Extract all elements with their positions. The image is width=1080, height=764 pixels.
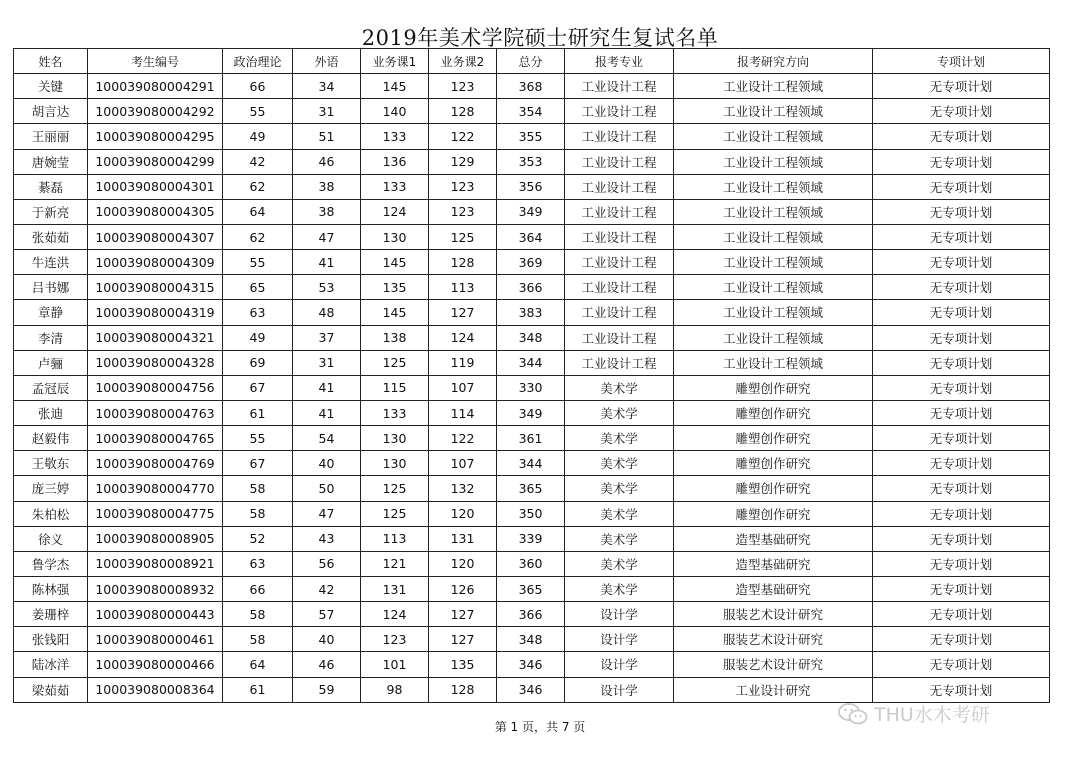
table-cell: 工业设计工程领域	[674, 149, 873, 174]
table-row	[14, 275, 1050, 300]
table-cell: 123	[429, 174, 497, 199]
table-cell: 无专项计划	[873, 199, 1050, 224]
table-cell: 120	[429, 501, 497, 526]
table-cell: 美术学	[565, 375, 674, 400]
table-row	[14, 526, 1050, 551]
table-cell: 123	[429, 199, 497, 224]
table-cell: 125	[361, 350, 429, 375]
table-cell: 145	[361, 250, 429, 275]
table-cell: 49	[223, 124, 293, 149]
table-cell: 无专项计划	[873, 652, 1050, 677]
table-cell: 美术学	[565, 526, 674, 551]
table-cell: 122	[429, 426, 497, 451]
table-row	[14, 300, 1050, 325]
table-cell: 100039080008921	[88, 551, 223, 576]
table-cell: 34	[293, 74, 361, 99]
table-cell: 100039080000443	[88, 602, 223, 627]
table-cell: 52	[223, 526, 293, 551]
table-cell: 49	[223, 325, 293, 350]
table-cell: 无专项计划	[873, 275, 1050, 300]
table-cell: 100039080000461	[88, 627, 223, 652]
table-cell: 356	[497, 174, 565, 199]
table-cell: 128	[429, 677, 497, 702]
table-cell: 工业设计工程	[565, 350, 674, 375]
table-cell: 无专项计划	[873, 426, 1050, 451]
table-cell: 46	[293, 652, 361, 677]
table-cell: 66	[223, 576, 293, 601]
table-cell: 330	[497, 375, 565, 400]
table-cell: 100039080004309	[88, 250, 223, 275]
candidate-table	[13, 48, 1050, 703]
table-cell: 64	[223, 652, 293, 677]
table-cell: 126	[429, 576, 497, 601]
table-cell: 131	[429, 526, 497, 551]
table-cell: 145	[361, 300, 429, 325]
table-cell: 46	[293, 149, 361, 174]
table-cell: 工业设计工程领域	[674, 174, 873, 199]
table-cell: 40	[293, 451, 361, 476]
table-cell: 354	[497, 99, 565, 124]
table-cell: 无专项计划	[873, 551, 1050, 576]
table-row	[14, 627, 1050, 652]
table-row	[14, 325, 1050, 350]
table-cell: 31	[293, 99, 361, 124]
table-cell: 唐婉莹	[14, 149, 88, 174]
table-cell: 38	[293, 174, 361, 199]
table-cell: 无专项计划	[873, 74, 1050, 99]
table-cell: 无专项计划	[873, 300, 1050, 325]
table-cell: 无专项计划	[873, 627, 1050, 652]
table-cell: 胡言达	[14, 99, 88, 124]
table-cell: 135	[361, 275, 429, 300]
table-cell: 124	[361, 199, 429, 224]
table-cell: 114	[429, 400, 497, 425]
table-cell: 无专项计划	[873, 576, 1050, 601]
table-cell: 美术学	[565, 451, 674, 476]
table-cell: 100039080004295	[88, 124, 223, 149]
table-cell: 37	[293, 325, 361, 350]
table-row	[14, 250, 1050, 275]
table-cell: 67	[223, 451, 293, 476]
table-cell: 造型基础研究	[674, 526, 873, 551]
column-header: 专项计划	[873, 49, 1050, 74]
table-cell: 雕塑创作研究	[674, 426, 873, 451]
table-cell: 128	[429, 99, 497, 124]
table-cell: 工业设计工程领域	[674, 199, 873, 224]
table-cell: 无专项计划	[873, 526, 1050, 551]
table-cell: 工业设计工程	[565, 74, 674, 99]
table-cell: 344	[497, 451, 565, 476]
watermark-text: THU水木考研	[874, 704, 990, 726]
table-cell: 125	[361, 501, 429, 526]
table-cell: 107	[429, 451, 497, 476]
table-cell: 348	[497, 325, 565, 350]
table-cell: 工业设计研究	[674, 677, 873, 702]
table-cell: 100039080004292	[88, 99, 223, 124]
column-header: 姓名	[14, 49, 88, 74]
table-cell: 100039080004328	[88, 350, 223, 375]
table-cell: 368	[497, 74, 565, 99]
table-cell: 王丽丽	[14, 124, 88, 149]
table-row	[14, 476, 1050, 501]
table-cell: 无专项计划	[873, 149, 1050, 174]
table-cell: 无专项计划	[873, 124, 1050, 149]
column-header: 政治理论	[223, 49, 293, 74]
table-cell: 无专项计划	[873, 501, 1050, 526]
table-cell: 120	[429, 551, 497, 576]
table-cell: 美术学	[565, 426, 674, 451]
table-cell: 王敬东	[14, 451, 88, 476]
table-cell: 工业设计工程	[565, 149, 674, 174]
table-cell: 设计学	[565, 652, 674, 677]
table-cell: 无专项计划	[873, 350, 1050, 375]
table-cell: 美术学	[565, 501, 674, 526]
table-cell: 工业设计工程	[565, 199, 674, 224]
table-cell: 造型基础研究	[674, 551, 873, 576]
table-header-row	[14, 49, 1050, 74]
table-cell: 58	[223, 602, 293, 627]
table-cell: 365	[497, 476, 565, 501]
table-cell: 工业设计工程	[565, 99, 674, 124]
table-cell: 雕塑创作研究	[674, 476, 873, 501]
table-cell: 50	[293, 476, 361, 501]
table-cell: 孟冠辰	[14, 375, 88, 400]
table-cell: 129	[429, 149, 497, 174]
table-cell: 工业设计工程领域	[674, 275, 873, 300]
table-cell: 130	[361, 451, 429, 476]
table-cell: 无专项计划	[873, 400, 1050, 425]
table-cell: 123	[429, 74, 497, 99]
table-cell: 346	[497, 677, 565, 702]
table-cell: 美术学	[565, 551, 674, 576]
table-cell: 无专项计划	[873, 250, 1050, 275]
table-cell: 100039080004770	[88, 476, 223, 501]
table-cell: 陈林强	[14, 576, 88, 601]
table-cell: 133	[361, 400, 429, 425]
table-row	[14, 124, 1050, 149]
table-cell: 38	[293, 199, 361, 224]
table-cell: 设计学	[565, 677, 674, 702]
column-header: 业务课1	[361, 49, 429, 74]
table-cell: 47	[293, 224, 361, 249]
table-cell: 吕书娜	[14, 275, 88, 300]
table-cell: 工业设计工程领域	[674, 224, 873, 249]
table-cell: 346	[497, 652, 565, 677]
table-cell: 造型基础研究	[674, 576, 873, 601]
table-cell: 100039080004769	[88, 451, 223, 476]
table-row	[14, 74, 1050, 99]
table-cell: 107	[429, 375, 497, 400]
table-cell: 服装艺术设计研究	[674, 652, 873, 677]
table-cell: 31	[293, 350, 361, 375]
table-cell: 雕塑创作研究	[674, 375, 873, 400]
table-cell: 131	[361, 576, 429, 601]
table-cell: 设计学	[565, 602, 674, 627]
table-cell: 雕塑创作研究	[674, 451, 873, 476]
table-cell: 工业设计工程	[565, 300, 674, 325]
table-row	[14, 199, 1050, 224]
table-cell: 100039080004291	[88, 74, 223, 99]
table-cell: 无专项计划	[873, 375, 1050, 400]
table-cell: 133	[361, 124, 429, 149]
table-cell: 100039080004315	[88, 275, 223, 300]
table-cell: 工业设计工程	[565, 275, 674, 300]
table-cell: 张迪	[14, 400, 88, 425]
table-cell: 64	[223, 199, 293, 224]
table-row	[14, 602, 1050, 627]
table-cell: 100039080004775	[88, 501, 223, 526]
table-cell: 美术学	[565, 576, 674, 601]
table-cell: 工业设计工程领域	[674, 99, 873, 124]
table-cell: 100039080004305	[88, 199, 223, 224]
table-row	[14, 350, 1050, 375]
table-cell: 张钱阳	[14, 627, 88, 652]
table-row	[14, 677, 1050, 702]
table-cell: 119	[429, 350, 497, 375]
table-cell: 美术学	[565, 476, 674, 501]
table-cell: 100039080008364	[88, 677, 223, 702]
table-row	[14, 652, 1050, 677]
table-cell: 服装艺术设计研究	[674, 627, 873, 652]
table-row	[14, 99, 1050, 124]
column-header: 报考专业	[565, 49, 674, 74]
table-cell: 344	[497, 350, 565, 375]
table-row	[14, 174, 1050, 199]
table-cell: 48	[293, 300, 361, 325]
table-cell: 100039080000466	[88, 652, 223, 677]
table-cell: 41	[293, 375, 361, 400]
table-cell: 朱柏松	[14, 501, 88, 526]
table-cell: 113	[361, 526, 429, 551]
table-cell: 360	[497, 551, 565, 576]
table-cell: 42	[223, 149, 293, 174]
table-cell: 54	[293, 426, 361, 451]
table-cell: 364	[497, 224, 565, 249]
table-cell: 设计学	[565, 627, 674, 652]
table-cell: 58	[223, 476, 293, 501]
table-cell: 349	[497, 400, 565, 425]
table-cell: 章静	[14, 300, 88, 325]
table-cell: 卢骊	[14, 350, 88, 375]
table-cell: 工业设计工程	[565, 325, 674, 350]
table-cell: 145	[361, 74, 429, 99]
table-cell: 62	[223, 224, 293, 249]
table-cell: 56	[293, 551, 361, 576]
table-cell: 67	[223, 375, 293, 400]
table-cell: 41	[293, 250, 361, 275]
table-cell: 58	[223, 501, 293, 526]
table-cell: 353	[497, 149, 565, 174]
table-cell: 366	[497, 602, 565, 627]
table-cell: 100039080004765	[88, 426, 223, 451]
table-cell: 无专项计划	[873, 602, 1050, 627]
table-cell: 工业设计工程领域	[674, 325, 873, 350]
table-cell: 工业设计工程领域	[674, 300, 873, 325]
table-cell: 工业设计工程领域	[674, 250, 873, 275]
table-cell: 梁茹茹	[14, 677, 88, 702]
table-row	[14, 426, 1050, 451]
table-cell: 100039080004307	[88, 224, 223, 249]
table-cell: 65	[223, 275, 293, 300]
table-cell: 63	[223, 300, 293, 325]
table-cell: 鲁学杰	[14, 551, 88, 576]
table-cell: 366	[497, 275, 565, 300]
table-cell: 125	[361, 476, 429, 501]
table-cell: 355	[497, 124, 565, 149]
table-cell: 无专项计划	[873, 224, 1050, 249]
table-cell: 55	[223, 250, 293, 275]
table-cell: 100039080004299	[88, 149, 223, 174]
table-cell: 42	[293, 576, 361, 601]
table-cell: 58	[223, 627, 293, 652]
table-cell: 339	[497, 526, 565, 551]
table-body	[14, 74, 1050, 703]
table-cell: 100039080004763	[88, 400, 223, 425]
table-cell: 125	[429, 224, 497, 249]
table-cell: 100039080004319	[88, 300, 223, 325]
table-cell: 陆冰洋	[14, 652, 88, 677]
table-row	[14, 149, 1050, 174]
column-header: 外语	[293, 49, 361, 74]
table-row	[14, 375, 1050, 400]
table-cell: 98	[361, 677, 429, 702]
table-cell: 47	[293, 501, 361, 526]
wechat-icon	[838, 702, 868, 726]
table-cell: 53	[293, 275, 361, 300]
table-cell: 62	[223, 174, 293, 199]
table-row	[14, 576, 1050, 601]
table-cell: 55	[223, 99, 293, 124]
table-cell: 115	[361, 375, 429, 400]
table-cell: 綦磊	[14, 174, 88, 199]
table-cell: 无专项计划	[873, 451, 1050, 476]
page-title: 2019年美术学院硕士研究生复试名单	[361, 26, 719, 50]
table-cell: 140	[361, 99, 429, 124]
table-cell: 工业设计工程	[565, 174, 674, 199]
table-cell: 55	[223, 426, 293, 451]
column-header: 总分	[497, 49, 565, 74]
table-cell: 361	[497, 426, 565, 451]
table-cell: 无专项计划	[873, 99, 1050, 124]
table-cell: 130	[361, 426, 429, 451]
table-row	[14, 551, 1050, 576]
table-cell: 369	[497, 250, 565, 275]
table-cell: 349	[497, 199, 565, 224]
table-cell: 43	[293, 526, 361, 551]
table-cell: 61	[223, 677, 293, 702]
table-cell: 124	[361, 602, 429, 627]
table-cell: 132	[429, 476, 497, 501]
table-cell: 100039080004756	[88, 375, 223, 400]
table-cell: 无专项计划	[873, 325, 1050, 350]
table-cell: 365	[497, 576, 565, 601]
table-cell: 51	[293, 124, 361, 149]
table-cell: 40	[293, 627, 361, 652]
page-footer: 第 1 页，共 7 页	[494, 720, 586, 734]
column-header: 报考研究方向	[674, 49, 873, 74]
table-cell: 无专项计划	[873, 677, 1050, 702]
table-cell: 136	[361, 149, 429, 174]
table-row	[14, 400, 1050, 425]
table-cell: 雕塑创作研究	[674, 501, 873, 526]
table-cell: 59	[293, 677, 361, 702]
table-cell: 138	[361, 325, 429, 350]
table-row	[14, 451, 1050, 476]
table-cell: 100039080008905	[88, 526, 223, 551]
table-cell: 128	[429, 250, 497, 275]
table-cell: 135	[429, 652, 497, 677]
table-cell: 127	[429, 627, 497, 652]
table-cell: 350	[497, 501, 565, 526]
table-cell: 牛连洪	[14, 250, 88, 275]
column-header: 业务课2	[429, 49, 497, 74]
table-cell: 姜珊梓	[14, 602, 88, 627]
table-cell: 服装艺术设计研究	[674, 602, 873, 627]
table-row	[14, 501, 1050, 526]
table-cell: 61	[223, 400, 293, 425]
table-cell: 无专项计划	[873, 174, 1050, 199]
table-cell: 122	[429, 124, 497, 149]
table-cell: 无专项计划	[873, 476, 1050, 501]
table-cell: 127	[429, 300, 497, 325]
table-cell: 348	[497, 627, 565, 652]
table-cell: 徐义	[14, 526, 88, 551]
table-row	[14, 224, 1050, 249]
table-cell: 383	[497, 300, 565, 325]
table-cell: 雕塑创作研究	[674, 400, 873, 425]
table-cell: 133	[361, 174, 429, 199]
table-cell: 工业设计工程	[565, 224, 674, 249]
table-cell: 101	[361, 652, 429, 677]
table-cell: 69	[223, 350, 293, 375]
table-cell: 130	[361, 224, 429, 249]
table-cell: 庞三婷	[14, 476, 88, 501]
table-cell: 李清	[14, 325, 88, 350]
column-header: 考生编号	[88, 49, 223, 74]
table-cell: 66	[223, 74, 293, 99]
table-cell: 工业设计工程	[565, 250, 674, 275]
table-cell: 张茹茹	[14, 224, 88, 249]
watermark	[838, 700, 990, 727]
table-cell: 关键	[14, 74, 88, 99]
table-cell: 100039080004321	[88, 325, 223, 350]
table-cell: 工业设计工程领域	[674, 124, 873, 149]
table-cell: 127	[429, 602, 497, 627]
table-cell: 工业设计工程领域	[674, 74, 873, 99]
table-cell: 113	[429, 275, 497, 300]
table-cell: 121	[361, 551, 429, 576]
table-cell: 100039080004301	[88, 174, 223, 199]
table-cell: 于新亮	[14, 199, 88, 224]
table-cell: 赵毅伟	[14, 426, 88, 451]
table-cell: 57	[293, 602, 361, 627]
table-cell: 123	[361, 627, 429, 652]
table-cell: 124	[429, 325, 497, 350]
table-cell: 100039080008932	[88, 576, 223, 601]
table-cell: 工业设计工程领域	[674, 350, 873, 375]
table-cell: 工业设计工程	[565, 124, 674, 149]
table-cell: 63	[223, 551, 293, 576]
table-cell: 美术学	[565, 400, 674, 425]
table-cell: 41	[293, 400, 361, 425]
